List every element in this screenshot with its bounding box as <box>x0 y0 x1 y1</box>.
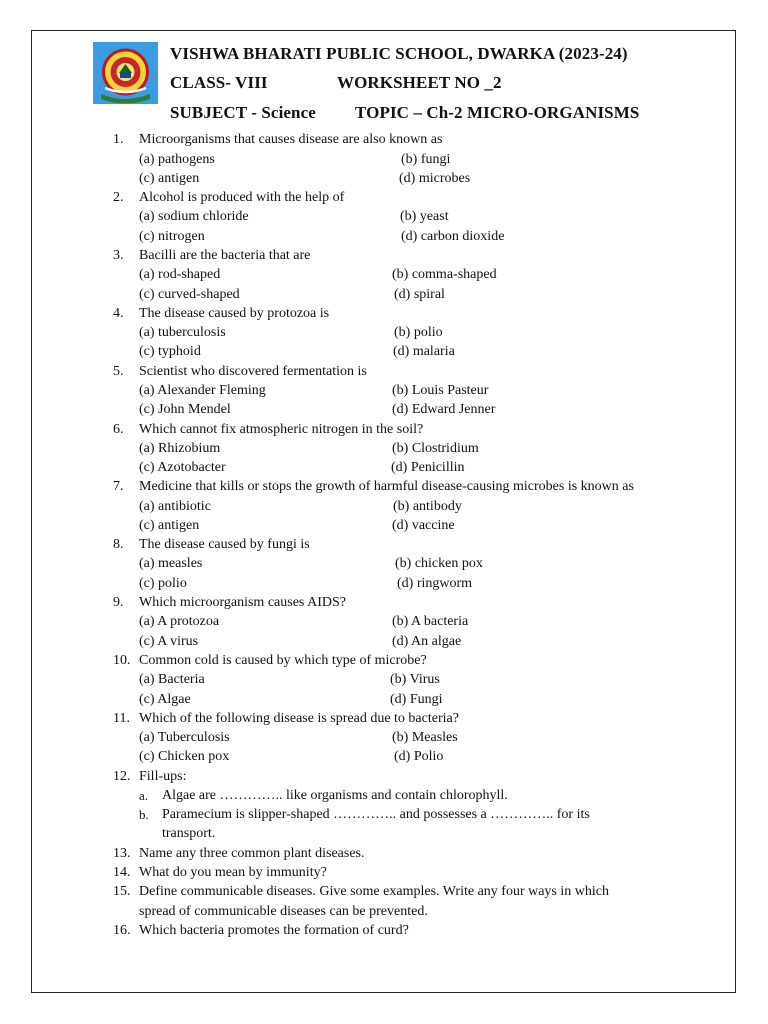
question-text: Name any three common plant diseases. <box>139 846 365 861</box>
question-number: 1. <box>113 132 124 147</box>
option-d: (d) vaccine <box>392 518 455 533</box>
question-text: The disease caused by protozoa is <box>139 306 330 321</box>
question-number: 11. <box>113 711 130 726</box>
option-b: (b) chicken pox <box>395 556 483 571</box>
school-name: VISHWA BHARATI PUBLIC SCHOOL, DWARKA (2023-24) <box>170 44 628 63</box>
option-c: (c) Chicken pox <box>139 749 230 764</box>
topic-label: TOPIC – Ch-2 MICRO-ORGANISMS <box>355 103 640 122</box>
option-a: (a) antibiotic <box>139 499 211 514</box>
question-number: 5. <box>113 364 124 379</box>
option-b: (b) comma-shaped <box>392 267 497 282</box>
question-number: 9. <box>113 595 124 610</box>
option-a: (a) rod-shaped <box>139 267 221 282</box>
question-text: Alcohol is produced with the help of <box>139 190 345 205</box>
question-text: Scientist who discovered fermentation is <box>139 364 367 379</box>
option-a: (a) Tuberculosis <box>139 730 230 745</box>
option-c: (c) antigen <box>139 171 200 186</box>
option-a: (a) tuberculosis <box>139 325 226 340</box>
question-text: Which cannot fix atmospheric nitrogen in the soil? <box>139 422 424 437</box>
fillup-text-continued: transport. <box>162 826 216 841</box>
option-d: (d) malaria <box>393 344 455 359</box>
question-number: 15. <box>113 884 131 899</box>
question-text: What do you mean by immunity? <box>139 865 327 880</box>
option-a: (a) pathogens <box>139 152 215 167</box>
option-c: (c) curved-shaped <box>139 287 240 302</box>
option-d: (d) ringworm <box>397 576 473 591</box>
option-d: (d) Polio <box>394 749 444 764</box>
option-d: (d) microbes <box>399 171 471 186</box>
option-a: (a) sodium chloride <box>139 209 249 224</box>
option-b: (b) Clostridium <box>392 441 479 456</box>
option-c: (c) antigen <box>139 518 200 533</box>
option-c: (c) A virus <box>139 634 199 649</box>
school-logo <box>93 42 158 104</box>
question-number: 14. <box>113 865 131 880</box>
option-c: (c) John Mendel <box>139 402 231 417</box>
question-text: Which of the following disease is spread due to bacteria? <box>139 711 459 726</box>
question-text: Define communicable diseases. Give some examples. Write any four ways in which <box>139 884 609 899</box>
question-number: 7. <box>113 479 124 494</box>
option-b: (b) A bacteria <box>392 614 469 629</box>
option-c: (c) nitrogen <box>139 229 205 244</box>
question-number: 10. <box>113 653 131 668</box>
fillup-text: Paramecium is slipper-shaped ………….. and possesses a ………….. for its <box>162 807 590 822</box>
option-a: (a) Alexander Fleming <box>139 383 266 398</box>
option-d: (d) Fungi <box>390 692 443 707</box>
question-number: 4. <box>113 306 124 321</box>
option-d: (d) carbon dioxide <box>401 229 505 244</box>
question-text: Which bacteria promotes the formation of curd? <box>139 923 409 938</box>
fillup-letter: b. <box>139 807 149 822</box>
option-a: (a) Bacteria <box>139 672 205 687</box>
fillup-letter: a. <box>139 788 149 803</box>
question-number: 13. <box>113 846 131 861</box>
option-c: (c) Algae <box>139 692 191 707</box>
fillup-text: Algae are ………….. like organisms and contain chlorophyll. <box>162 788 508 803</box>
question-text: Medicine that kills or stops the growth of harmful disease-causing microbes is known as <box>139 479 634 494</box>
option-d: (d) Penicillin <box>391 460 465 475</box>
question-text: Bacilli are the bacteria that are <box>139 248 311 263</box>
worksheet-label: WORKSHEET NO _2 <box>337 73 502 92</box>
class-label: CLASS- VIII <box>170 73 268 92</box>
question-text: Microorganisms that causes disease are also known as <box>139 132 443 147</box>
question-text-continued: spread of communicable diseases can be prevented. <box>139 904 428 919</box>
option-d: (d) spiral <box>394 287 445 302</box>
option-b: (b) Louis Pasteur <box>392 383 489 398</box>
option-a: (a) A protozoa <box>139 614 220 629</box>
option-a: (a) measles <box>139 556 203 571</box>
option-a: (a) Rhizobium <box>139 441 221 456</box>
option-c: (c) Azotobacter <box>139 460 226 475</box>
question-number: 12. <box>113 769 131 784</box>
option-b: (b) yeast <box>400 209 449 224</box>
question-number: 6. <box>113 422 124 437</box>
question-text: The disease caused by fungi is <box>139 537 310 552</box>
option-d: (d) Edward Jenner <box>392 402 496 417</box>
question-number: 2. <box>113 190 124 205</box>
question-number: 16. <box>113 923 131 938</box>
option-b: (b) Virus <box>390 672 440 687</box>
option-c: (c) typhoid <box>139 344 201 359</box>
option-b: (b) fungi <box>401 152 451 167</box>
option-b: (b) antibody <box>393 499 462 514</box>
subject-label: SUBJECT - Science <box>170 103 316 122</box>
option-b: (b) Measles <box>392 730 458 745</box>
question-text: Which microorganism causes AIDS? <box>139 595 346 610</box>
question-number: 3. <box>113 248 124 263</box>
option-d: (d) An algae <box>392 634 462 649</box>
question-number: 8. <box>113 537 124 552</box>
option-c: (c) polio <box>139 576 187 591</box>
fillups-title: Fill-ups: <box>139 769 187 784</box>
question-text: Common cold is caused by which type of microbe? <box>139 653 427 668</box>
option-b: (b) polio <box>394 325 443 340</box>
